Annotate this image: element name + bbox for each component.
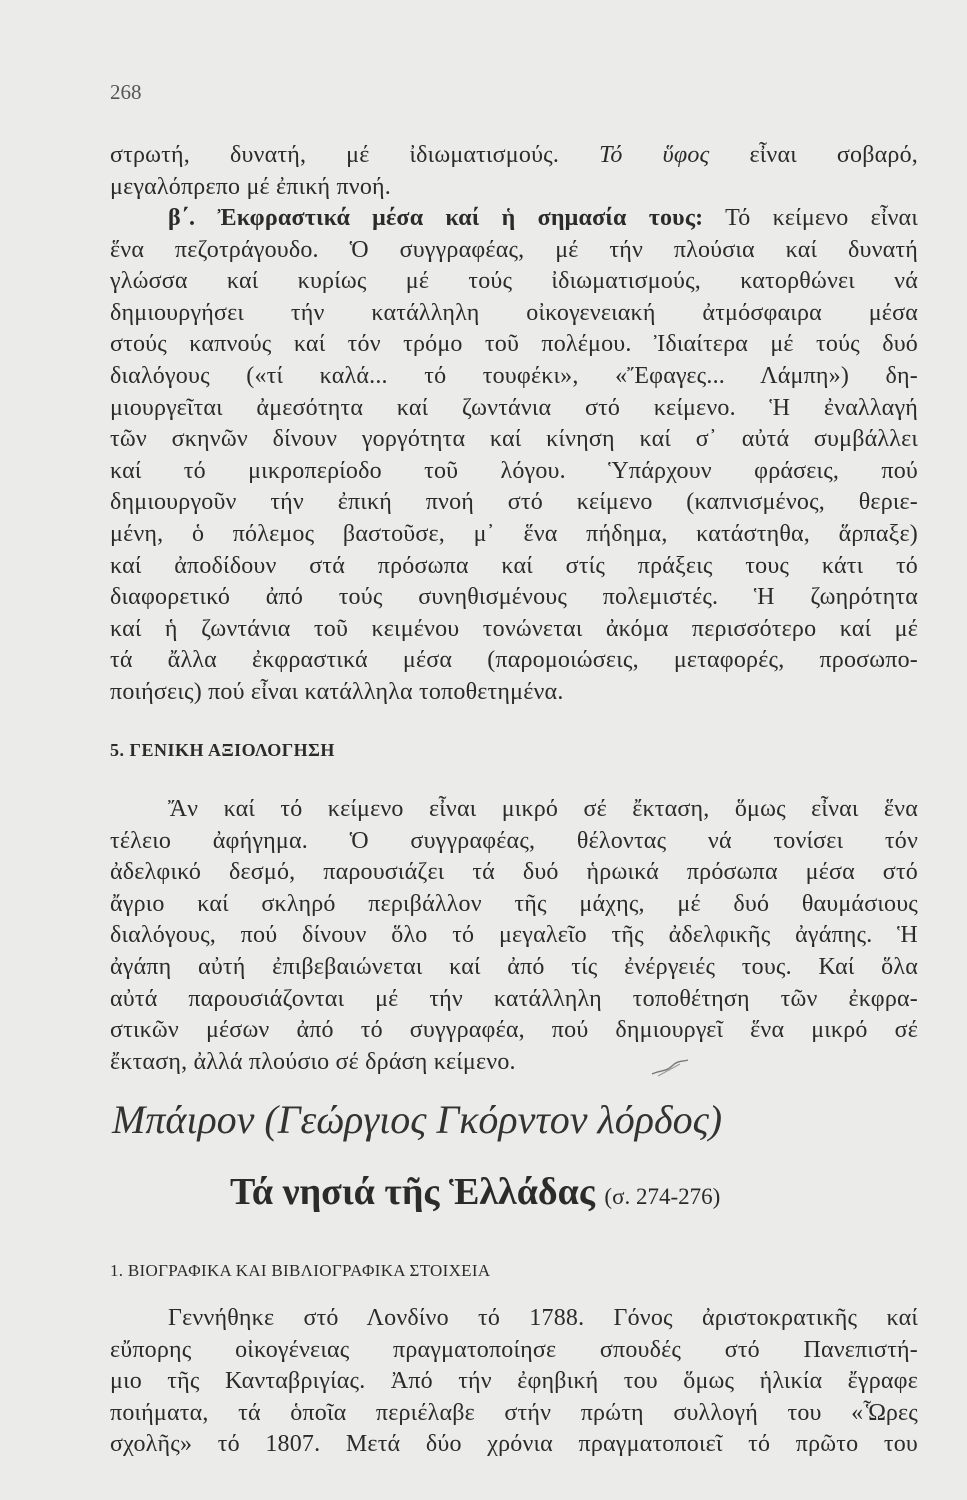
text-line: μεγαλόπρεπο μέ ἐπική πνοή.: [110, 173, 392, 200]
text-line: γλώσσα καί κυρίως μέ τούς ἰδιωματισμούς, κατορθώνει νά: [110, 268, 918, 295]
section-label: β΄. Ἐκφραστικά μέσα καί ἡ σημασία τους:: [168, 205, 704, 231]
text-line: τά ἄλλα ἐκφραστικά μέσα (παρομοιώσεις, μεταφορές, προσωπο-: [110, 647, 918, 674]
text-line: διαφορετικό ἀπό τούς συνηθισμένους πολεμιστές. Ἡ ζωηρότητα: [110, 584, 918, 611]
text-line: στούς καπνούς καί τόν τρόμο τοῦ πολέμου. Ἰδιαίτερα μέ τούς δυό: [110, 331, 918, 358]
text-line: καί ἀποδίδουν στά πρόσωπα καί στίς πράξεις τους κάτι τό: [110, 552, 918, 579]
text-line: τέλειο ἀφήγημα. Ὁ συγγραφέας, θέλοντας νά τονίσει τόν: [110, 827, 918, 854]
text-line: δημιουργήσει τήν κατάλληλη οἰκογενειακή ἀτμόσφαιρα μέσα: [110, 299, 918, 326]
text-line: τῶν σκηνῶν δίνουν γοργότητα καί κίνηση καί σ᾿ αὐτά συμβάλλει: [110, 426, 918, 453]
pen-mark-icon: [650, 1056, 690, 1080]
text-line: ἀδελφικό δεσμό, παρουσιάζει τά δυό ἡρωικά πρόσωπα μέσα στό: [110, 859, 918, 886]
page-range: (σ. 274-276): [604, 1184, 721, 1209]
text-line: ἀγάπη αὐτή ἐπιβεβαιώνεται καί ἀπό τίς ἐνέργειές τους. Καί ὅλα: [110, 953, 918, 980]
text-line: εὔπορης οἰκογένειας πραγματοποίησε σπουδές στό Πανεπιστή-: [110, 1336, 918, 1363]
author-name: Μπάιρον (Γεώργιος Γκόρντον λόρδος): [112, 1097, 723, 1142]
page-number: 268: [110, 80, 142, 104]
text-line: διαλόγους, πού δίνουν ὅλο τό μεγαλεῖο τῆς ἀδελφικῆς ἀγάπης. Ἡ: [110, 922, 918, 949]
text-line: ποιήσεις) πού εἶναι κατάλληλα τοποθετημένα.: [110, 678, 564, 705]
text-line: αὐτά παρουσιάζονται μέ τήν κατάλληλη τοποθέτηση τῶν ἐκφρα-: [110, 985, 918, 1012]
text-line: μιουργεῖται ἀμεσότητα καί ζωντάνια στό κείμενο. Ἡ ἐναλλαγή: [110, 394, 918, 421]
work-title: Τά νησιά τῆς Ἑλλάδας (σ. 274-276): [230, 1171, 721, 1213]
text-line: ἔκταση, ἀλλά πλούσιο σέ δράση κείμενο.: [110, 1048, 516, 1075]
biography-paragraph: [110, 1303, 918, 1461]
text-line: διαλόγους («τί καλά... τό τουφέκι», «Ἔφαγες... Λάμπη») δη-: [110, 362, 918, 389]
text-line: στρωτή, δυνατή, μέ ἰδιωματισμούς. Τό ὕφος εἶναι σοβαρό,: [110, 142, 918, 168]
text-line: ποιήματα, τά ὁποῖα περιέλαβε στήν πρώτη συλλογή του «Ὧρες: [110, 1399, 918, 1426]
text-line: καί ἡ ζωντάνια τοῦ κειμένου τονώνεται ἀκόμα περισσότερο καί μέ: [110, 615, 918, 642]
text-line: μένη, ὁ πόλεμος βαστοῦσε, μ᾿ ἕνα πήδημα, κατάστηθα, ἅρπαξε): [110, 520, 918, 547]
general-evaluation-paragraph: [110, 794, 918, 1078]
text-line: Ἄν καί τό κείμενο εἶναι μικρό σέ ἔκταση, ὅμως εἶναι ἕνα: [168, 796, 918, 822]
section-heading: 1. ΒΙΟΓΡΑΦΙΚΑ ΚΑΙ ΒΙΒΛΙΟΓΡΑΦΙΚΑ ΣΤΟΙΧΕΙΑ: [110, 1261, 491, 1280]
text-line: στικῶν μέσων ἀπό τό συγγραφέα, πού δημιουργεῖ ἕνα μικρό σέ: [110, 1017, 918, 1044]
style-paragraph: [110, 140, 918, 203]
text-line: Γεννήθηκε στό Λονδίνο τό 1788. Γόνος ἀριστοκρατικῆς καί: [168, 1305, 918, 1331]
text-line: μιο τῆς Κανταβριγίας. Ἀπό τήν ἐφηβική του ὅμως ἡλικία ἔγραφε: [110, 1368, 918, 1395]
text-line: δημιουργοῦν τήν ἐπική πνοή στό κείμενο (καπνισμένος, θεριε-: [110, 489, 918, 516]
text-line: ἕνα πεζοτράγουδο. Ὁ συγγραφέας, μέ τήν πλούσια καί δυνατή: [110, 236, 918, 263]
text-line: σχολῆς» τό 1807. Μετά δύο χρόνια πραγματοποιεῖ τό πρῶτο του: [110, 1431, 918, 1458]
expressive-means-paragraph: [110, 203, 918, 709]
text-line: ἄγριο καί σκληρό περιβάλλον τῆς μάχης, μέ δυό θαυμάσιους: [110, 890, 918, 917]
text-line: β΄. Ἐκφραστικά μέσα καί ἡ σημασία τους: Τό κείμενο εἶναι: [168, 205, 918, 231]
text-line: καί τό μικροπερίοδο τοῦ λόγου. Ὑπάρχουν φράσεις, πού: [110, 457, 918, 484]
section-heading: 5. ΓΕΝΙΚΗ ΑΞΙΟΛΟΓΗΣΗ: [110, 740, 335, 760]
